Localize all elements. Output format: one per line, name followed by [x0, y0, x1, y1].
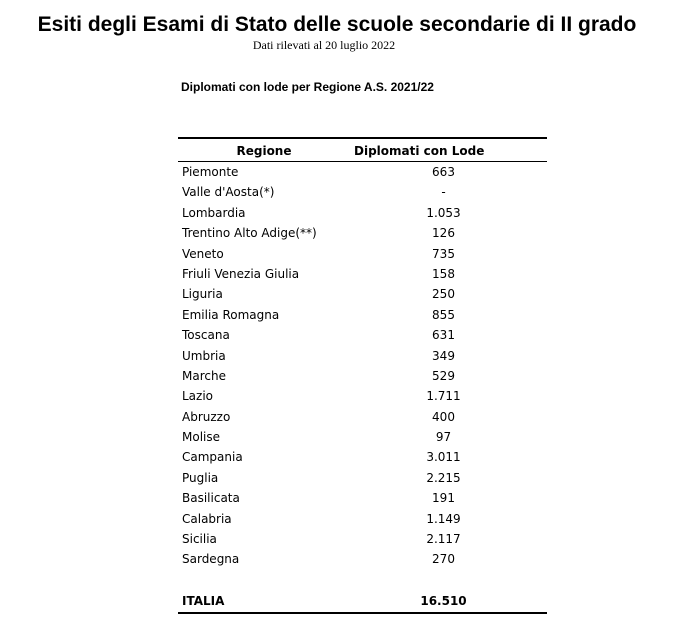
- table-row: [178, 305, 547, 325]
- row-region: Veneto: [182, 246, 224, 261]
- table-row: [178, 346, 547, 366]
- table-row: [178, 223, 547, 243]
- page-subtitle: Dati rilevati al 20 luglio 2022: [252, 38, 396, 52]
- row-value: 3.011: [426, 450, 461, 465]
- row-region: Sardegna: [182, 552, 240, 567]
- row-value: 270: [432, 552, 455, 567]
- row-value: 1.149: [426, 511, 461, 526]
- row-region: Lazio: [182, 389, 214, 404]
- table-row: [178, 468, 547, 488]
- table-title: Diplomati con lode per Regione A.S. 2021/22: [181, 80, 434, 94]
- row-value: 2.215: [426, 470, 461, 485]
- row-region: Umbria: [182, 348, 226, 363]
- row-region: Puglia: [182, 470, 219, 485]
- table-row: [178, 488, 547, 508]
- row-region: Marche: [182, 368, 226, 383]
- table-row: [178, 203, 547, 223]
- table-row: [178, 386, 547, 406]
- table-row: [178, 549, 547, 569]
- table-bottom-rule: [178, 612, 547, 614]
- row-value: -: [441, 185, 446, 200]
- row-region: Liguria: [182, 287, 223, 302]
- table-row: [178, 284, 547, 304]
- header-region: Regione: [236, 144, 292, 158]
- table-row: [178, 447, 547, 467]
- row-value: 855: [432, 307, 455, 322]
- table-row: [178, 182, 547, 202]
- row-region: Trentino Alto Adige(**): [182, 226, 317, 241]
- data-table: [178, 137, 547, 614]
- table-row: [178, 407, 547, 427]
- row-region: Molise: [182, 430, 220, 445]
- row-value: 158: [432, 266, 455, 281]
- total-value: 16.510: [420, 593, 467, 608]
- row-region: Campania: [182, 450, 243, 465]
- table-row: [178, 244, 547, 264]
- table-total-row: [178, 590, 547, 612]
- row-value: 2.117: [426, 532, 461, 547]
- row-region: Emilia Romagna: [182, 307, 280, 322]
- row-value: 1.053: [426, 205, 461, 220]
- row-value: 400: [432, 409, 455, 424]
- row-region: Toscana: [182, 328, 230, 343]
- row-value: 250: [432, 287, 455, 302]
- row-value: 1.711: [426, 389, 461, 404]
- table-row: [178, 509, 547, 529]
- row-region: Valle d'Aosta(*): [182, 185, 275, 200]
- table-body: [178, 162, 547, 570]
- row-region: Calabria: [182, 511, 232, 526]
- row-region: Basilicata: [182, 491, 240, 506]
- row-value: 631: [432, 328, 455, 343]
- table-row: [178, 529, 547, 549]
- row-region: Lombardia: [182, 205, 246, 220]
- row-value: 97: [435, 430, 452, 445]
- row-region: Abruzzo: [182, 409, 231, 424]
- table-spacer: [178, 570, 547, 590]
- row-value: 126: [432, 226, 455, 241]
- row-value: 735: [432, 246, 455, 261]
- table-row: [178, 162, 547, 182]
- row-region: Sicilia: [182, 532, 217, 547]
- row-value: 663: [432, 165, 455, 179]
- row-value: 349: [432, 348, 455, 363]
- table-row: [178, 325, 547, 345]
- row-value: 191: [432, 491, 455, 506]
- table-row: [178, 264, 547, 284]
- row-region: Friuli Venezia Giulia: [182, 266, 300, 281]
- row-region: Piemonte: [182, 165, 239, 179]
- table-header-row: [178, 139, 547, 161]
- table-row: [178, 427, 547, 447]
- page-title: Esiti degli Esami di Stato delle scuole secondarie di II grado: [37, 13, 637, 36]
- table-row: [178, 366, 547, 386]
- row-value: 529: [432, 368, 455, 383]
- header-value: Diplomati con Lode: [354, 144, 485, 158]
- total-region: ITALIA: [182, 593, 225, 608]
